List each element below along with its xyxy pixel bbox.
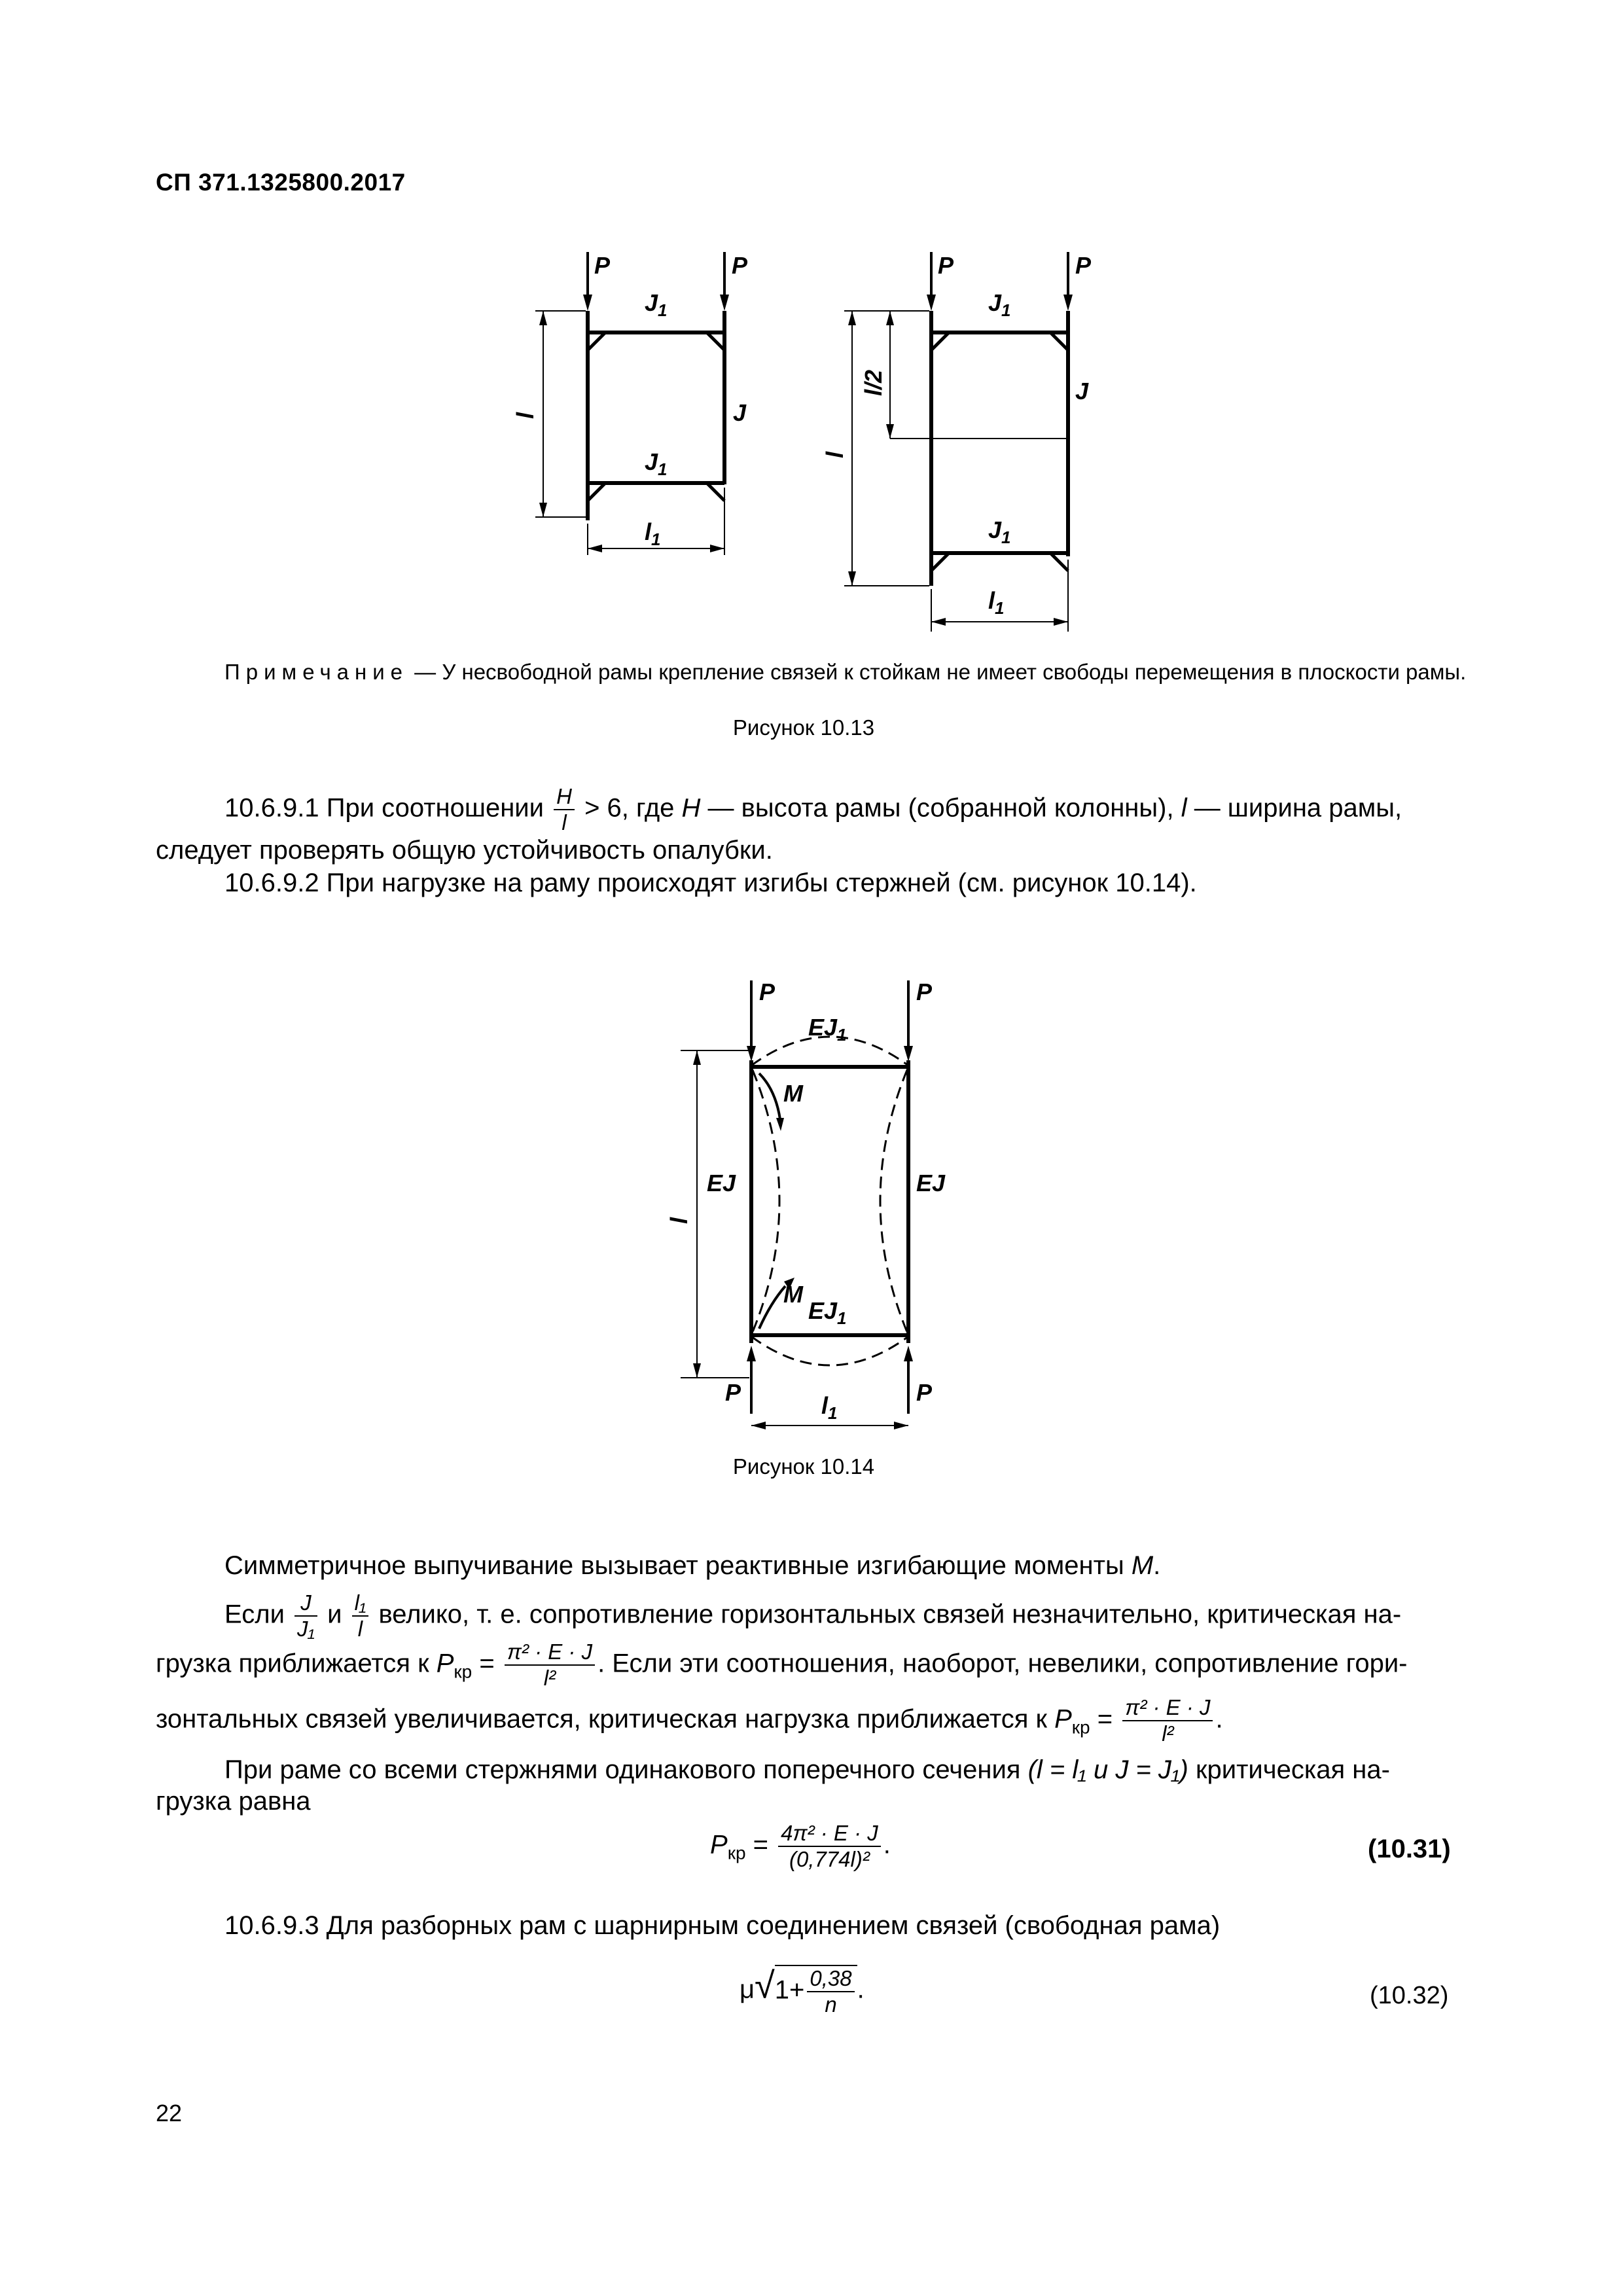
label-J1: $J_1$ [988,289,1011,320]
label-l1: $l_1$ [988,587,1005,618]
figure-10-14 [0,949,1623,1505]
label-P: P [916,1379,933,1406]
label-P: P [1075,252,1092,279]
label-l1: $l_1$ [821,1392,838,1423]
label-J1: $J_1$ [645,448,668,479]
paragraph-esli: Если $\frac{J}{\text{J₁}}$ и $\frac{\text{l₁}}{l}$ велико, т. е. сопротивление горизонтальных связей незначительно, критическая на- [224,1590,1402,1641]
label-J: J [733,399,747,426]
figure-caption: Рисунок 10.14 [732,1454,875,1479]
page-number: 22 [156,2100,183,2126]
label-M: M [783,1281,803,1308]
note-word: Примечание [224,660,409,684]
paragraph-same-section: При раме со всеми стержнями одинакового поперечного сечения (l = l₁ и J = J₁) критическая на- [224,1755,1390,1784]
fraction-euler: $\frac{\text{π² · E · J}}{\text{l²}}$ [1122,1695,1213,1746]
paragraph-10-6-9-2: 10.6.9.2 При нагрузке на раму происходят изгибы стержней (см. рисунок 10.14). [224,869,1197,897]
paragraph-10-6-9-1-line2: следует проверять общую устойчивость опалубки. [156,836,773,865]
label-EJ1: $EJ_1$ [808,1297,847,1328]
label-J1: $J_1$ [988,516,1011,547]
equation-10-32: μ√1+ $\frac{0,38}{n}$ . [740,1964,865,2017]
label-P: P [594,252,611,279]
label-P: P [732,252,748,279]
label-l1: $l_1$ [645,518,661,549]
label-P: P [938,252,954,279]
document-code: СП 371.1325800.2017 [156,169,406,196]
figure-caption: Рисунок 10.13 [732,715,875,740]
paragraph-esli-line2: грузка приближается к $P_{кр}$ = $\frac{\text{π² · E · J}}{\text{l²}}$ . Если эти соотношения, наоборот, невелики, сопротивление гори- [156,1640,1408,1690]
label-l: l [512,412,539,419]
figure-note [156,656,1472,689]
label-J: J [1075,378,1089,404]
label-l: l [821,451,848,458]
label-EJ1: $EJ_1$ [808,1014,847,1045]
fraction-l1-l: $\frac{\text{l₁}}{l}$ [352,1590,369,1641]
paragraph-10-6-9-1: 10.6.9.1 При соотношении $\frac{H}{l}$ > 6, где H — высота рамы (собранной колонны), l — ширина рамы, [224,784,1402,834]
label-l-half: l/2 [860,369,887,396]
label-P: P [725,1379,741,1406]
fraction-euler: $\frac{\text{π² · E · J}}{\text{l²}}$ [505,1640,595,1691]
label-EJ: EJ [916,1170,946,1196]
figure-10-13 [0,0,1623,655]
label-EJ: EJ [707,1170,736,1196]
fraction-H-l: $\frac{H}{l}$ [554,784,575,835]
equation-number: (10.31) [1368,1835,1451,1863]
fraction-J-J1: $\frac{J}{\text{J₁}}$ [294,1590,317,1641]
label-M: M [783,1080,803,1107]
label-P: P [916,978,933,1005]
label-J1: $J_1$ [645,289,668,320]
paragraph-symmetric: Симметричное выпучивание вызывает реактивные изгибающие моменты M. [224,1551,1161,1580]
paragraph-same-section-line2: грузка равна [156,1787,311,1816]
equation-10-31: $P_{кр}$ = $\frac{\text{4π² · E · J}}{\text{(0,774l)²}}$ . [710,1821,891,1871]
note-text: — У несвободной рамы крепление связей к стойкам не имеет свободы перемещения в плоскости рамы. [408,660,1467,684]
paragraph-esli-line3: зонтальных связей увеличивается, критическая нагрузка приближается к $P_{кр}$ = $\frac{\text{π² · E · J}}{\text{l²}}$ . [156,1695,1223,1746]
paragraph-10-6-9-3: 10.6.9.3 Для разборных рам с шарнирным соединением связей (свободная рама) [224,1911,1221,1940]
equation-number: (10.32) [1370,1982,1449,2009]
label-P: P [759,978,776,1005]
label-l: l [666,1217,692,1224]
